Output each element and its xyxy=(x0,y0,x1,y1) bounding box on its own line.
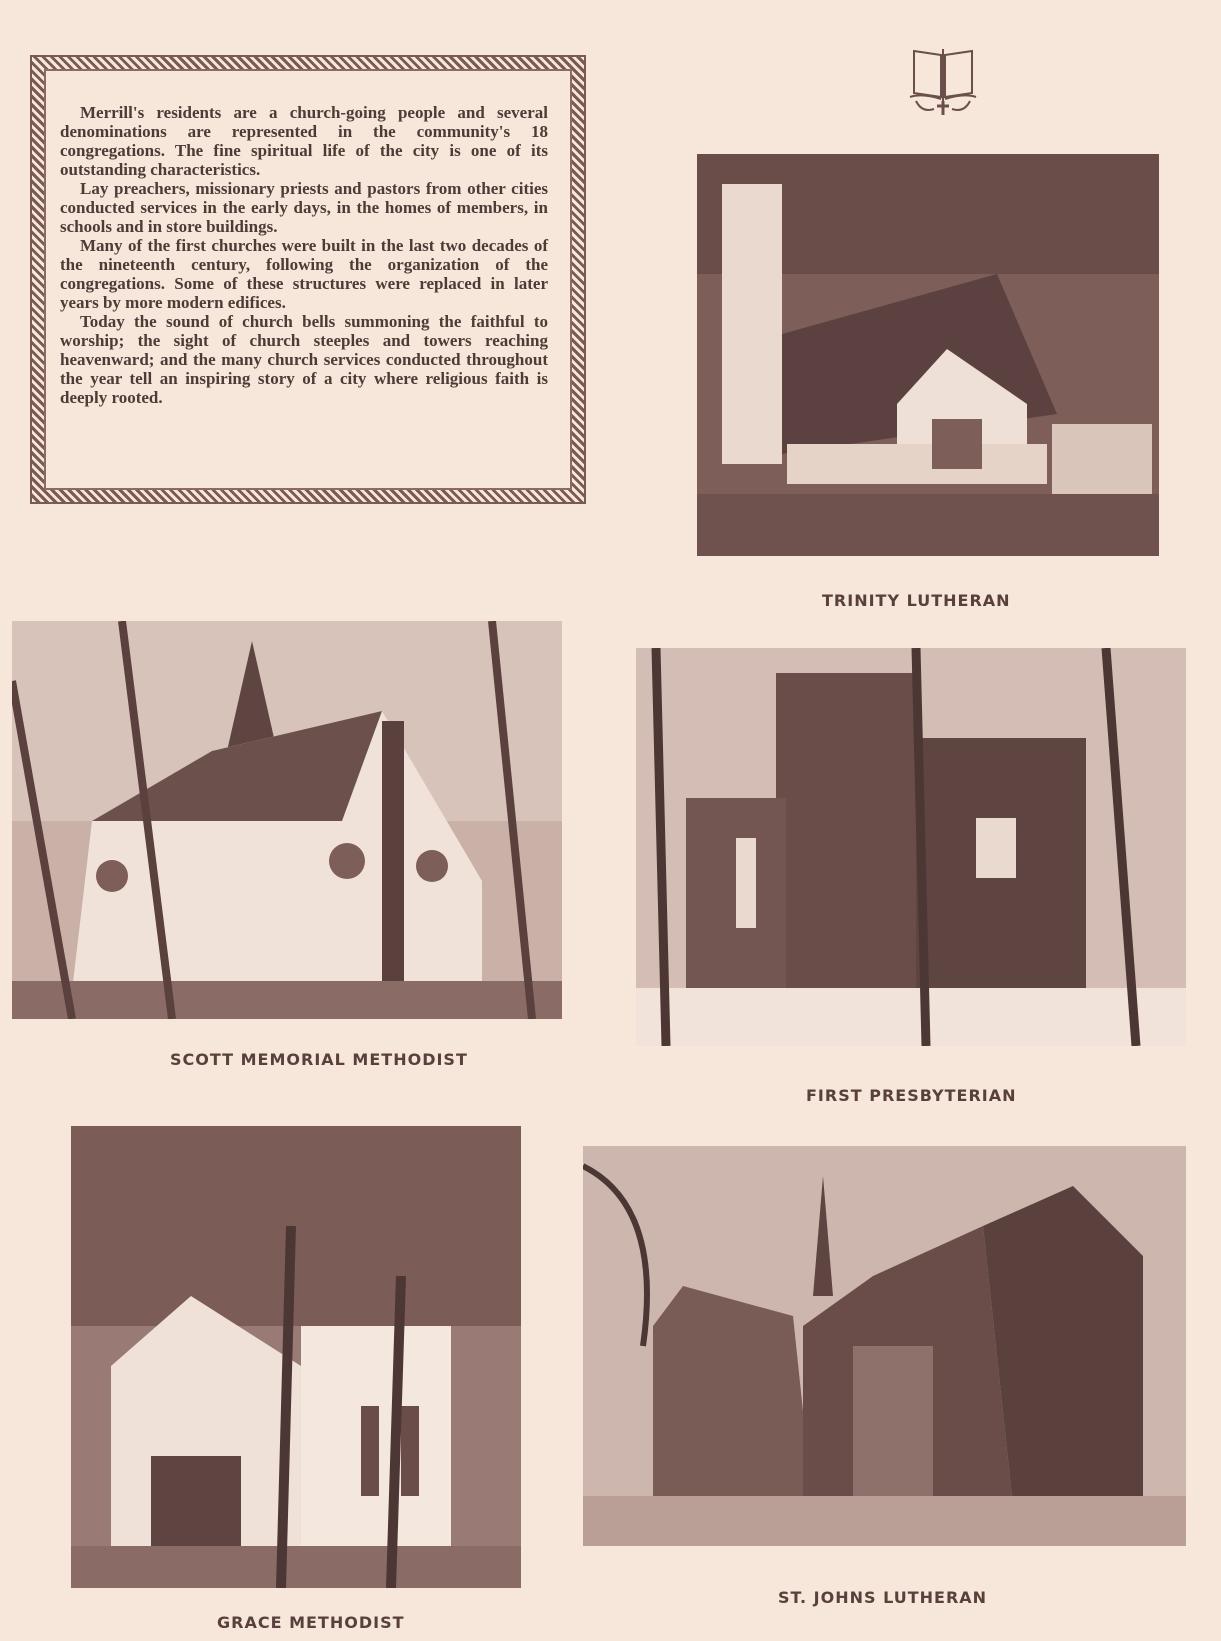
intro-paragraph: Merrill's residents are a church-going people and several denominations are represented in the community's 18 congregations. The fine spiritual life of the city is one of its outstanding characteristics. xyxy=(60,103,548,179)
photo-trinity-lutheran xyxy=(697,154,1159,556)
intro-paragraph: Today the sound of church bells summoning the faithful to worship; the sight of church steeples and towers reaching heavenward; and the many church services conducted throughout the year tell an inspiring story of a city where religious faith is deeply rooted. xyxy=(60,312,548,407)
intro-paragraph: Many of the first churches were built in the last two decades of the nineteenth century, following the organization of the congregations. Some of these structures were replaced in later years by more modern edifices. xyxy=(60,236,548,312)
caption-first-presbyterian: FIRST PRESBYTERIAN xyxy=(806,1086,1017,1105)
photo-scott-memorial-methodist xyxy=(12,621,562,1019)
caption-st-johns-lutheran: ST. JOHNS LUTHERAN xyxy=(778,1588,988,1607)
intro-text-block xyxy=(60,103,548,407)
photo-first-presbyterian xyxy=(636,648,1186,1046)
open-book-cross-icon xyxy=(908,45,978,117)
intro-paragraph: Lay preachers, missionary priests and pastors from other cities conducted services in the early days, in the homes of members, in schools and in store buildings. xyxy=(60,179,548,236)
caption-grace-methodist: GRACE METHODIST xyxy=(217,1613,405,1632)
photo-st-johns-lutheran xyxy=(583,1146,1186,1546)
photo-grace-methodist xyxy=(71,1126,521,1588)
caption-trinity-lutheran: TRINITY LUTHERAN xyxy=(822,591,1011,610)
caption-scott-memorial-methodist: SCOTT MEMORIAL METHODIST xyxy=(170,1050,468,1069)
